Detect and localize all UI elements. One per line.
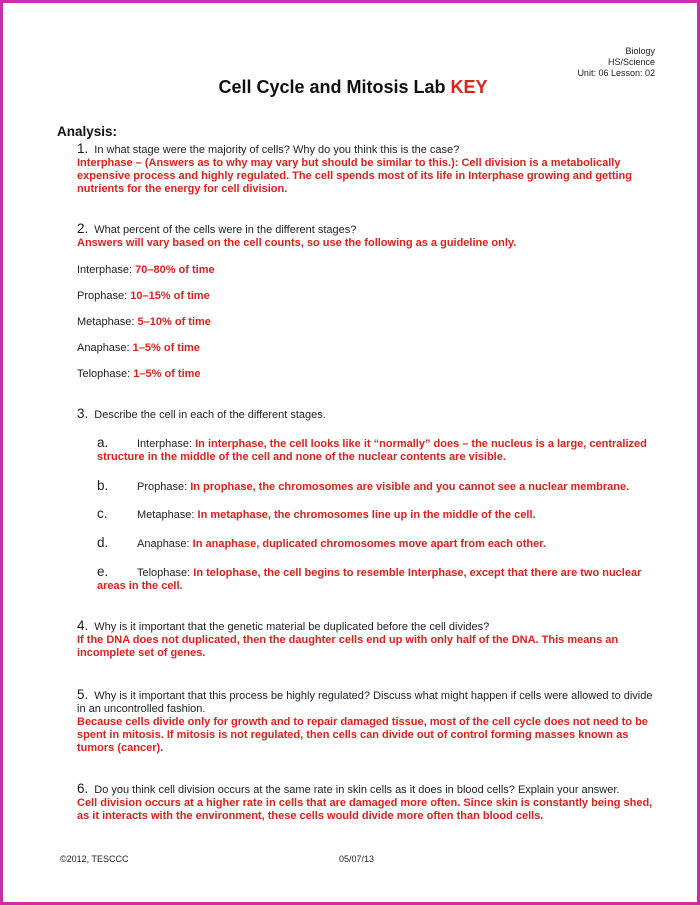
stage-label: Interphase: — [77, 264, 133, 276]
stage-value: 10–15% of time — [130, 290, 210, 302]
question-4 — [77, 619, 661, 660]
answer-text: Cell division occurs at a higher rate in cells that are damaged more often. Since skin is constantly being shed, as it interacts with the environment, these cells would divide more often than blood cells. — [77, 797, 653, 822]
answer-text: If the DNA does not duplicated, then the daughter cells end up with only half of the DNA. This means an incomplete set of genes. — [77, 634, 619, 659]
stage-label: Prophase: — [77, 290, 128, 302]
question-number: 6. — [77, 781, 89, 796]
answer-text: Answers will vary based on the cell counts, so use the following as a guideline only. — [77, 237, 517, 249]
item-answer: In prophase, the chromosomes are visible and you cannot see a nuclear membrane. — [190, 481, 630, 493]
item-label: Metaphase: — [137, 509, 195, 521]
footer-copyright: ©2012, TESCCC — [60, 854, 129, 864]
stage-description-prophase — [97, 479, 665, 494]
question-6 — [77, 782, 661, 823]
question-text: Describe the cell in each of the different stages. — [94, 409, 326, 421]
item-letter: b. — [97, 478, 109, 493]
header-course: HS/Science — [607, 57, 655, 67]
stage-percent-prophase — [77, 290, 210, 303]
item-label: Anaphase: — [137, 538, 190, 550]
stage-percent-metaphase — [77, 316, 211, 329]
stage-description-interphase — [97, 436, 665, 464]
answer-text: Because cells divide only for growth and to repair damaged tissue, most of the cell cycle does not need to be spent in mitosis. If mitosis is not regulated, then cells can divide out of control forming masses known as tumors (cancer). — [77, 716, 648, 754]
header-subject: Biology — [625, 46, 655, 56]
question-text: In what stage were the majority of cells? Why do you think this is the case? — [94, 144, 460, 156]
header-unit: Unit: 06 Lesson: 02 — [577, 68, 655, 78]
question-3 — [77, 407, 661, 422]
item-letter: d. — [97, 535, 109, 550]
question-text: Why is it important that the genetic material be duplicated before the cell divides? — [94, 621, 490, 633]
question-text: Do you think cell division occurs at the same rate in skin cells as it does in blood cells? Explain your answer. — [94, 784, 620, 796]
question-text: What percent of the cells were in the different stages? — [94, 224, 357, 236]
item-label: Prophase: — [137, 481, 188, 493]
stage-description-metaphase — [97, 507, 665, 522]
stage-description-telophase — [97, 565, 665, 593]
stage-percent-anaphase — [77, 342, 200, 355]
item-answer: In metaphase, the chromosomes line up in the middle of the cell. — [197, 509, 536, 521]
stage-label: Telophase: — [77, 368, 131, 380]
question-text: Why is it important that this process be highly regulated? Discuss what might happen if cells were allowed to divide in an uncontrolled fashion. — [77, 690, 653, 715]
stage-value: 1–5% of time — [132, 342, 200, 354]
question-number: 5. — [77, 687, 89, 702]
stage-description-anaphase — [97, 536, 665, 551]
item-answer: In anaphase, duplicated chromosomes move apart from each other. — [192, 538, 546, 550]
item-answer: In interphase, the cell looks like it “normally” does – the nucleus is a large, centralized structure in the middle of the cell and none of the nuclear contents are visible. — [97, 438, 647, 463]
stage-value: 1–5% of time — [133, 368, 201, 380]
stage-percent-interphase — [77, 264, 215, 277]
item-answer: In telophase, the cell begins to resemble Interphase, except that there are two nuclear areas in the cell. — [97, 567, 642, 592]
answer-text: Interphase – (Answers as to why may vary but should be similar to this.): Cell division is a metabolically expensive process and highly regulated. The cell spends most of its life in Interphase growing and getting nutrients for the energy for cell division. — [77, 157, 632, 195]
title-key: KEY — [450, 77, 488, 97]
footer-date: 05/07/13 — [339, 854, 375, 864]
item-letter: c. — [97, 506, 108, 521]
stage-value: 5–10% of time — [137, 316, 211, 328]
stage-value: 70–80% of time — [135, 264, 215, 276]
question-number: 1. — [77, 141, 89, 156]
title-main: Cell Cycle and Mitosis Lab — [218, 77, 446, 97]
question-number: 3. — [77, 406, 89, 421]
item-letter: e. — [97, 564, 109, 579]
question-number: 2. — [77, 221, 89, 236]
stage-label: Metaphase: — [77, 316, 135, 328]
question-1 — [77, 142, 661, 196]
stage-label: Anaphase: — [77, 342, 130, 354]
page-title — [3, 77, 700, 98]
question-2 — [77, 222, 661, 250]
stage-percent-telophase — [77, 368, 201, 381]
item-letter: a. — [97, 435, 109, 450]
question-number: 4. — [77, 618, 89, 633]
question-5 — [77, 688, 661, 755]
header-meta — [577, 46, 655, 79]
item-label: Interphase: — [137, 438, 193, 450]
section-heading: Analysis: — [57, 124, 118, 139]
item-label: Telophase: — [137, 567, 191, 579]
